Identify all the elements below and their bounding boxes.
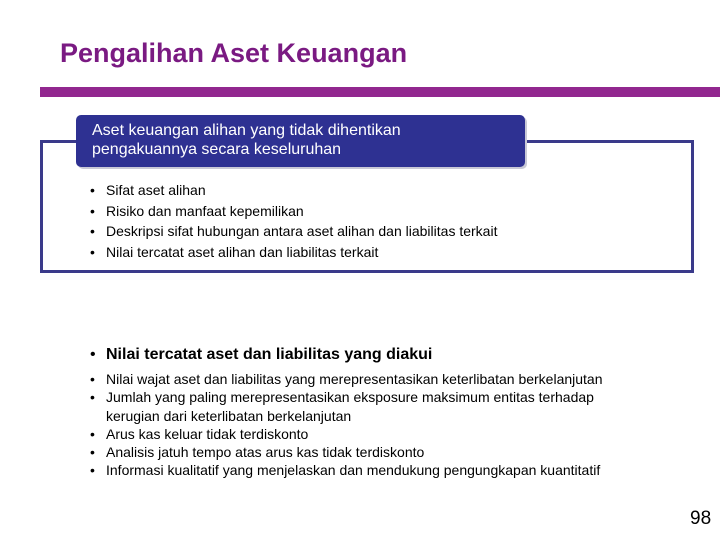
list-item: • Sifat aset alihan	[106, 180, 497, 201]
page-title: Pengalihan Aset Keuangan	[60, 38, 408, 68]
list-item: • Risiko dan manfaat kepemilikan	[106, 201, 497, 222]
section-heading: • Nilai tercatat aset dan liabilitas yang diakui	[106, 346, 432, 364]
section-callout	[76, 115, 525, 167]
list-item: • Nilai tercatat aset alihan dan liabilitas terkait	[106, 242, 497, 263]
list-item: • Nilai wajat aset dan liabilitas yang merepresentasikan keterlibatan berkelanjutan	[106, 370, 626, 388]
title-underline-bar	[40, 87, 720, 97]
list-item: • Analisis jatuh tempo atas arus kas tidak terdiskonto	[106, 443, 626, 461]
callout-line-1: Aset keuangan alihan yang tidak dihentikan	[92, 122, 401, 139]
list-item: • Deskripsi sifat hubungan antara aset alihan dan liabilitas terkait	[106, 221, 497, 242]
page-number: 98	[690, 508, 712, 529]
disclosure-list-2	[106, 370, 626, 480]
list-item: • Informasi kualitatif yang menjelaskan dan mendukung pengungkapan kuantitatif	[106, 461, 626, 479]
disclosure-list-1	[106, 180, 497, 262]
list-item: • Arus kas keluar tidak terdiskonto	[106, 425, 626, 443]
callout-line-2: pengakuannya secara keseluruhan	[92, 141, 342, 158]
list-item: • Jumlah yang paling merepresentasikan eksposure maksimum entitas terhadap kerugian dari keterlibatan berkelanjutan	[106, 388, 626, 425]
